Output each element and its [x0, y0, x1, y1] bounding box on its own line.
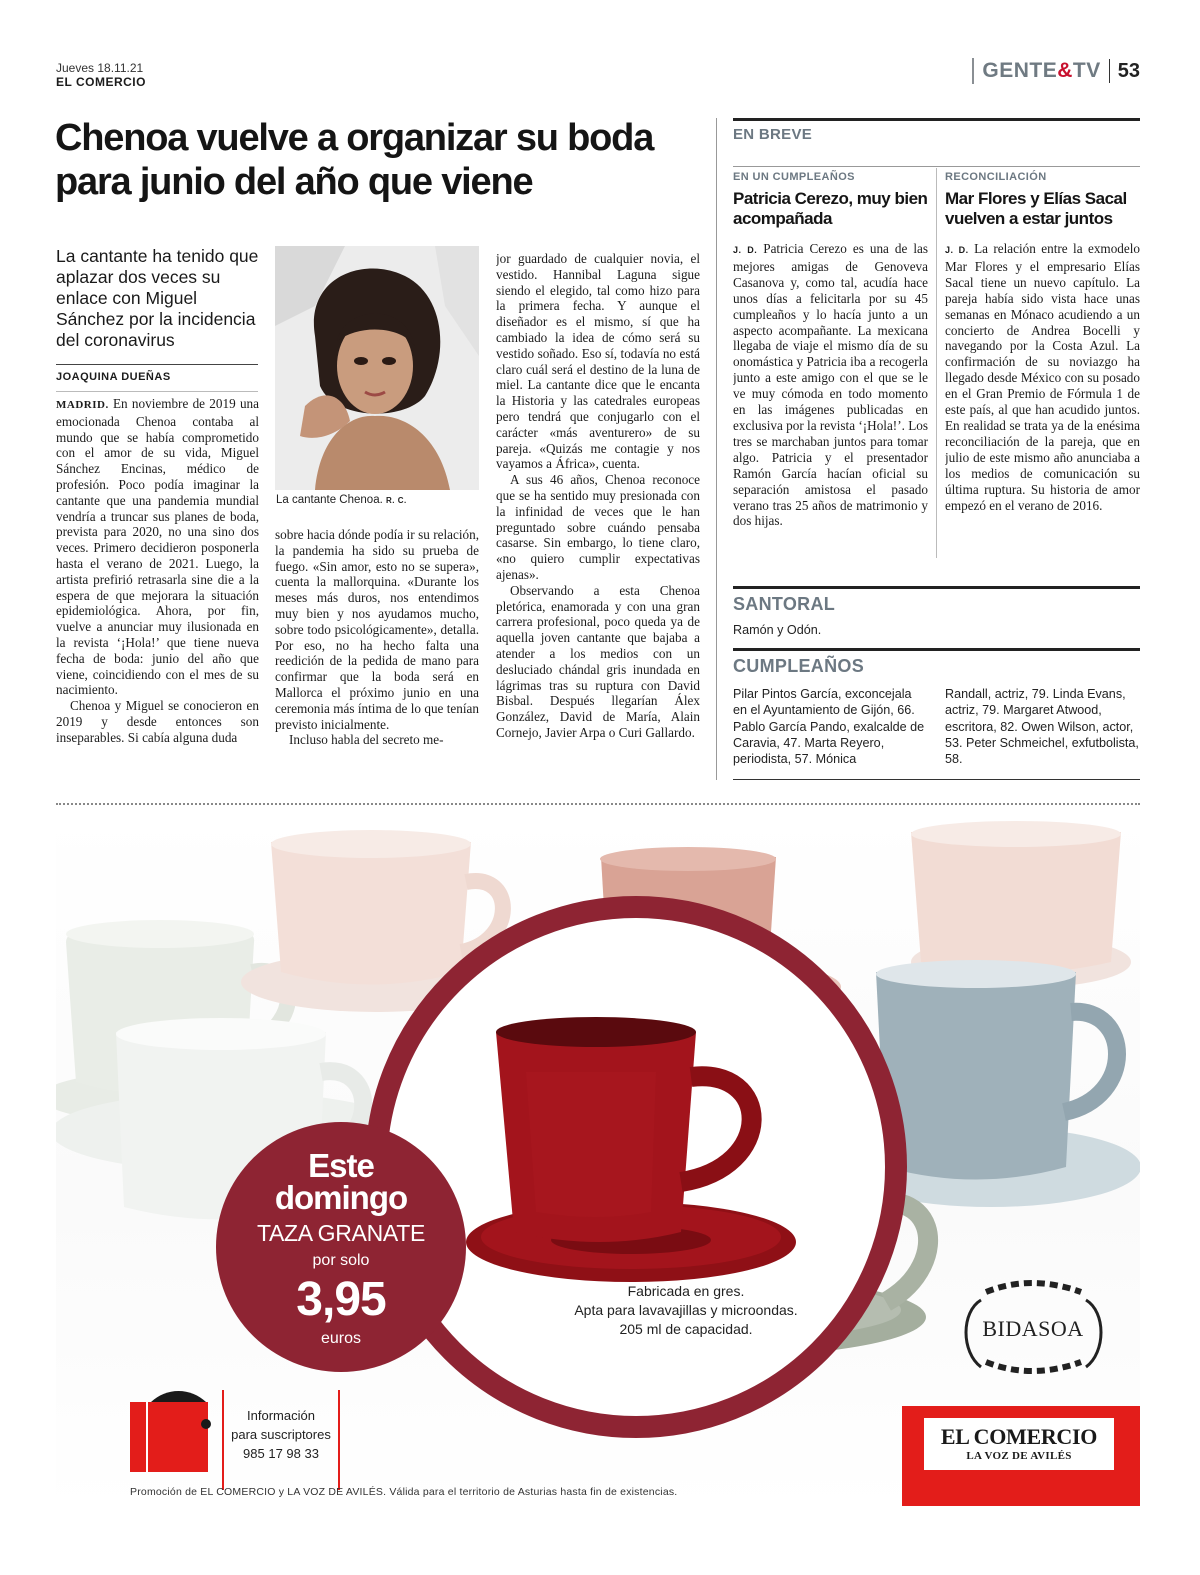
article-paragraph: Incluso habla del secreto me-: [289, 732, 444, 748]
article-column-1: [56, 396, 259, 788]
chenoa-photo: [275, 246, 479, 490]
brief-mar-flores: [945, 171, 1140, 553]
article-paragraph: jor guardado de cualquier novia, el vestido. Hannibal Laguna sigue siendo el elegido, tal como hizo para la primera fecha. Y aunque el diseñador es el mismo, sí que ha cambiado la idea de cómo será su vestido soñado. Eso sí, todavía no está claro cuál será el destino de la luna de miel. La cantante dice que le encanta la Historia y las catedrales europeas pero tendrá que conjugarlo con el carácter «más aventurero» de su pareja. «Quizás me contagie y nos vayamos a África», cuenta.: [496, 251, 700, 472]
cumpleanos-text-right: Randall, actriz, 79. Linda Evans, actriz, 79. Margaret Atwood, escritora, 82. Owen Wilson, actor, 53. Peter Schmeichel, exfutbolista, 58.: [945, 687, 1139, 767]
photo-caption: [276, 494, 407, 506]
article-text: En noviembre de 2019 una emocionada Chenoa contaba al mundo que se había comprometido con el amor de su vida, Miguel Sánchez Encinas, médico de profesión. Poco podía imaginar la cantante que una pandemia mundial vendría a truncar sus planes de boda, prevista para 2020, no una sino dos veces. Primero decidieron posponerla hasta el verano de 2021. Luego, la artista prefirió retrasarla sine die a la espera de que mejorara la situación epidemiológica. Ahora, por fin, vuelve a anunciar muy ilusionada en la revista ‘¡Hola!’ que tiene nueva fecha de boda: junio del año que viene, coincidiendo con el mes de su nacimiento.: [56, 396, 259, 698]
bidasoa-logo: BIDASOA: [982, 1316, 1084, 1341]
info-line-1: Información: [247, 1408, 315, 1423]
en-breve-rule: [733, 166, 1140, 167]
column-divider: [716, 118, 717, 780]
el-comercio-logo-name: EL COMERCIO: [940, 1424, 1098, 1449]
caption-text: La cantante Chenoa.: [276, 494, 383, 506]
article-paragraph: Observando a esta Chenoa pletórica, enamorada y con una gran carrera profesional, poco queda ya de aquella joven cantante que bajaba a atender a los medios con un desluciado chándal gris inundada en lágrimas tras su ruptura con David Bisbal. Después llegarían Álex González, David de María, Alain Cornejo, Javier Arpa o Curi Gallardo.: [496, 582, 700, 740]
article-column-3: [496, 251, 700, 791]
brief-initials: J. D.: [733, 245, 758, 255]
article-paragraph: [56, 396, 259, 698]
feature-capacity: 205 ml de capacidad.: [619, 1321, 753, 1337]
section-divider: [972, 58, 974, 84]
el-comercio-logo-sub: LA VOZ DE AVILÉS: [966, 1450, 1072, 1462]
promo-price: 3,95: [296, 1273, 386, 1326]
brief-title: Patricia Cerezo, muy bien acompañada: [733, 189, 928, 228]
brief-kicker: EN UN CUMPLEAÑOS: [733, 171, 855, 183]
section-name-a: GENTE: [982, 59, 1058, 82]
info-line-2: para suscriptores: [231, 1427, 331, 1442]
article-byline: JOAQUINA DUEÑAS: [56, 371, 171, 383]
article-headline: Chenoa vuelve a organizar su boda para junio del año que viene: [55, 117, 654, 203]
article-column-2: [275, 527, 479, 787]
article-subhead: La cantante ha tenido que aplazar dos veces su enlace con Miguel Sánchez por la incidencia del coronavirus: [56, 246, 259, 350]
newspaper-name: EL COMERCIO: [56, 75, 146, 89]
santoral-text: Ramón y Odón.: [733, 623, 822, 637]
taza-granate-advertisement: [56, 812, 1140, 1512]
ad-separator: [56, 803, 1140, 805]
brief-body: [945, 241, 1140, 553]
feature-dishwasher: Apta para lavavajillas y microondas.: [574, 1302, 798, 1318]
promo-legal-text: Promoción de EL COMERCIO y LA VOZ DE AVILÉS. Válida para el territorio de Asturias hasta fin de existencias.: [130, 1486, 678, 1498]
subscriber-info: [226, 1406, 336, 1463]
page-number: 53: [1117, 59, 1140, 82]
portrait-illustration: [275, 246, 479, 490]
cumpleanos-title: CUMPLEAÑOS: [733, 656, 865, 676]
en-breve-divider: [936, 168, 937, 558]
brief-patricia-cerezo: [733, 171, 928, 553]
article-location: MADRID.: [56, 399, 109, 411]
section-name: [982, 59, 1100, 83]
section-amp: &: [1057, 59, 1073, 82]
brief-kicker: RECONCILIACIÓN: [945, 171, 1047, 183]
brief-title: Mar Flores y Elías Sacal vuelven a estar juntos: [945, 189, 1127, 228]
cumpleanos-rule: [733, 648, 1140, 651]
photo-credit: R. C.: [385, 496, 407, 505]
promo-currency: euros: [320, 1330, 362, 1347]
en-breve-top-rule: [733, 118, 1140, 121]
byline-rule: [56, 364, 258, 365]
en-breve-title: EN BREVE: [733, 126, 813, 143]
santoral-rule: [733, 586, 1140, 589]
brief-body: [733, 241, 928, 553]
page-header-left: [56, 62, 146, 89]
promo-por-solo: por solo: [312, 1252, 370, 1269]
page-header-right: [972, 58, 1140, 84]
right-column-bottom-rule: [733, 779, 1140, 780]
promo-line-2: domingo: [274, 1179, 408, 1216]
santoral-title: SANTORAL: [733, 594, 836, 614]
issue-date: Jueves 18.11.21: [56, 61, 144, 75]
promo-headline: [226, 1147, 456, 1216]
article-paragraph: Chenoa y Miguel se conocieron en 2019 y desde entonces son inseparables. Si cabía alguna duda: [56, 698, 259, 745]
promo-product: TAZA GRANATE: [256, 1220, 426, 1246]
brief-text: La relación entre la exmodelo Mar Flores y el empresario Elías Sacal tiene un nuevo capítulo. La pareja había sido vista hace unas semanas en Mónaco acudiendo a un concierto de Andrea Bocelli y navegando por la Costa Azul. La confirmación de su noviazgo ha llegado desde México con su posado en el Gran Premio de Fórmula 1 de este país, al que han acudido juntos. En realidad se trata ya de la enésima reconciliación de la pareja, que en julio de este mismo año anunciaba a los medios de comunicación su última ruptura. Su historia de amor empezó en el verano de 2016.: [945, 241, 1140, 513]
promo-line-1: Este: [308, 1147, 374, 1184]
section-name-b: TV: [1072, 59, 1101, 82]
info-phone: 985 17 98 33: [243, 1446, 319, 1461]
article-paragraph: A sus 46 años, Chenoa reconoce que se ha sentido muy presionada con la infinidad de veces que le han preguntado sobre cuándo pensaba casarse. Sin embargo, lo tiene claro, «no quiero cumplir expectativas ajenas».: [496, 472, 700, 582]
feature-material: Fabricada en gres.: [627, 1283, 745, 1299]
product-features: [456, 1282, 916, 1339]
article-paragraph: sobre hacia dónde podía ir su relación, la pandemia ha sido su prueba de fuego. «Sin amor, esto no se supera», cuenta la mallorquina. «Durante los meses más duros, nos entendimos muy bien y nos ayudamos mucho, sobre todo psicológicamente», detalla. Por eso, no ha hecho falta una reedición de la pedida de mano para confirmar que la boda será en Mallorca el próximo junio en una ceremonia más íntima de lo que tenían previsto inicialmente.: [275, 527, 479, 732]
byline-rule-bottom: [56, 391, 258, 392]
cumpleanos-text-left: Pilar Pintos García, exconcejala en el Ayuntamiento de Gijón, 66. Pablo García Pando, exalcalde de Caravia, 47. Marta Reyero, periodista, 57. Mónica: [733, 687, 925, 767]
brief-text: Patricia Cerezo es una de las mejores amigas de Genoveva Casanova y, como tal, acudía hace unos días a felicitarla por su 45 cumpleaños y lo hacía junto a un aspecto acompañante. La mexicana llegaba de viaje el mismo día de su onomástica y Patricia iba a recogerla junto a este amigo con el que se le ve muy cómoda en todo momento en las imágenes publicadas en exclusiva por la revista ‘¡Hola!’. Los tres se marchaban juntos para tomar algo. Patricia y el presentador Ramón García hacían oficial su separación amistosa el pasado verano tras 25 años de matrimonio y dos hijas.: [733, 241, 928, 529]
brief-initials: J. D.: [945, 245, 969, 255]
page-number-divider: [1109, 59, 1110, 83]
